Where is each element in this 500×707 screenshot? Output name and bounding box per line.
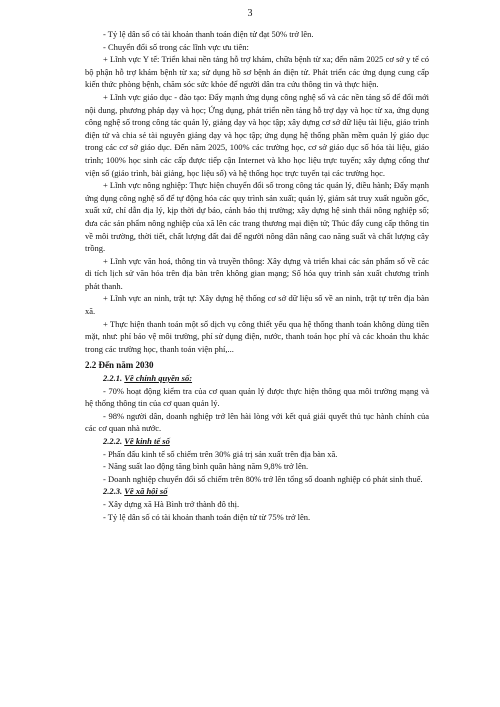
section-heading-2030: 2.2 Đến năm 2030 bbox=[85, 360, 154, 371]
subheading-digital-society bbox=[85, 485, 429, 498]
paragraph-security: + Lĩnh vực an ninh, trật tự: Xây dựng hệ thống cơ sở dữ liệu số về an ninh, trật tự trên địa bàn xã. bbox=[85, 293, 429, 317]
list-item: - Doanh nghiệp chuyển đổi số chiếm trên 80% trở lên tổng số doanh nghiệp có phát sinh thuế. bbox=[103, 473, 423, 484]
list-item: - Năng suất lao động tăng bình quân hàng năm 9,8% trở lên. bbox=[103, 461, 309, 472]
list-item: - Tỷ lệ dân số có tài khoản thanh toán điện tử từ 75% trở lên. bbox=[103, 511, 311, 522]
subheading-number: 2.2.1. bbox=[103, 373, 123, 384]
subheading-title: Về xã hội số bbox=[124, 486, 168, 497]
list-item: - Xây dựng xã Hà Bình trở thành đô thị. bbox=[103, 498, 240, 509]
document-body bbox=[85, 28, 429, 523]
paragraph-culture: + Lĩnh vực văn hoá, thông tin và truyền thông: Xây dựng và triển khai các sản phẩm số về các di tích lịch sử văn hóa trên địa bàn trên không gian mạng; Số hóa quy trình sản xuất chương trình phát thanh. bbox=[85, 255, 429, 291]
subheading-digital-government bbox=[85, 372, 429, 385]
paragraph-payment-accounts: - Tỷ lệ dân số có tài khoản thanh toán điện tử đạt 50% trở lên. bbox=[103, 29, 314, 39]
subheading-number: 2.2.2. bbox=[103, 436, 123, 446]
paragraph-healthcare: + Lĩnh vực Y tế: Triển khai nền tảng hỗ trợ khám, chữa bệnh từ xa; đến năm 2025 cơ sở y tế có bộ phận hỗ trợ khám bệnh từ xa; sử dụng hồ sơ bệnh án điện tử. Phát triển các ứng dụng cung cấp kiến thức phòng bệnh, chăm sóc sức khỏe để người dân tra cứu thông tin và thực hiện. bbox=[85, 54, 429, 90]
subheading-number: 2.2.3. bbox=[103, 486, 123, 497]
subheading-title: Về chính quyền số: bbox=[124, 373, 193, 384]
list-item: - 98% người dân, doanh nghiệp trở lên hài lòng với kết quả giải quyết thủ tục hành chính của các cơ quan nhà nước. bbox=[85, 410, 429, 434]
subheading-title: Về kinh tế số bbox=[124, 436, 170, 446]
paragraph-agriculture: + Lĩnh vực nông nghiệp: Thực hiện chuyển đổi số trong công tác quản lý, điều hành; Đẩy mạnh ứng dụng công nghệ số để tự động hóa các quy trình sản xuất; quản lý, giám sát truy xuất nguồn gốc, xuất xứ, chỉ dẫn địa lý, kịp thời dự báo, cảnh báo thị trường; xây dựng hệ sinh thái nông nghiệp số; đưa các sản phẩm nông nghiệp của xã lên các trang thương mại điện tử; Thúc đẩy cung cấp thông tin về môi trường, thời tiết, chất lượng đất đai để người nông dân nâng cao năng suất và chất lượng cây trồng. bbox=[85, 180, 429, 254]
list-item: - Phấn đấu kinh tế số chiếm trên 30% giá trị sản xuất trên địa bàn xã. bbox=[103, 448, 338, 459]
subheading-digital-economy bbox=[85, 435, 429, 448]
paragraph-priority-sectors: - Chuyển đổi số trong các lĩnh vực ưu tiên: bbox=[103, 41, 249, 52]
page-number: 3 bbox=[247, 8, 253, 19]
paragraph-cashless-payment: + Thực hiện thanh toán một số dịch vụ công thiết yếu qua hệ thống thanh toán không dùng tiền mặt, như: phí bảo vệ môi trường, phí sử dụng điện, nước, thanh toán học phí và các khoản thu khác trong các trường học, thanh toán viện phí,... bbox=[85, 318, 429, 354]
list-item: - 70% hoạt động kiểm tra của cơ quan quản lý được thực hiện thông qua môi trường mạng và hệ thống thông tin của cơ quan quản lý. bbox=[85, 385, 429, 409]
paragraph-education: + Lĩnh vực giáo dục - đào tạo: Đẩy mạnh ứng dụng công nghệ số và các nền tảng số để đổi mới nội dung, phương pháp dạy và học; Ứng dụng, phát triển nền tảng hỗ trợ dạy và học từ xa, ứng dụng công nghệ số trong công tác quản lý, giảng dạy và học tập; xây dựng cơ sở dữ liệu tài liệu, giáo trình điện tử và chia sẻ tài nguyên giảng dạy và học tập; ứng dụng hệ thống phần mềm quản lý giáo dục trong các cơ sở giáo dục. Đến năm 2025, 100% các trường học, cơ sở giáo dục số hóa tài liệu, giáo trình; 100% học sinh các cấp được tiếp cận Internet và kho học liệu trực tuyến; xây dựng cổng thư viện số (giáo trình, bài giảng, học liệu số) và hệ thống học trực tuyến tại các trường học. bbox=[85, 91, 429, 178]
